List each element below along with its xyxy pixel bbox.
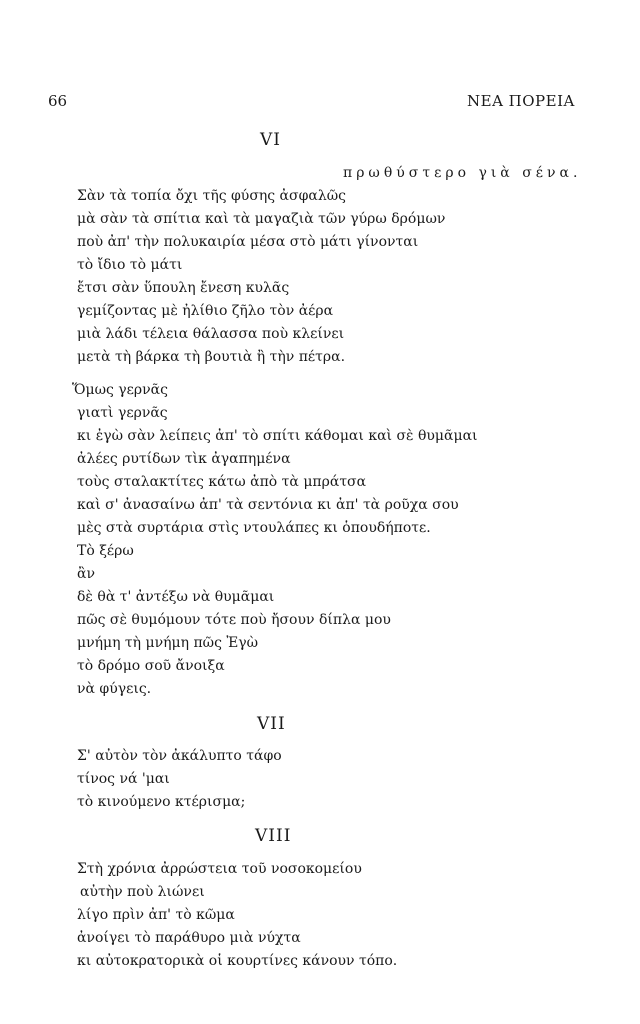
poem-line: καὶ σ' ἀνασαίνω ἀπ' τὰ σεντόνια κι ἀπ' τὰ ροῦχα σου (77, 497, 459, 513)
poem-line: Σ' αὐτὸν τὸν ἀκάλυπτο τάφο (77, 748, 282, 764)
section-numeral-vii: VII (257, 714, 286, 734)
poem-line: αὐτὴν ποὺ λιώνει (80, 884, 205, 900)
poem-line: λίγο πρὶν ἀπ' τὸ κῶμα (77, 907, 235, 923)
poem-line: μὰ σὰν τὰ σπίτια καὶ τὰ μαγαζιὰ τῶν γύρω δρόμων (77, 211, 446, 227)
stanza-viii-1 (77, 858, 397, 973)
poem-line: Στὴ χρόνια ἀρρώστεια τοῦ νοσοκομείου (77, 861, 362, 877)
poem-line: ἀνοίγει τὸ παράθυρο μιὰ νύχτα (77, 930, 301, 946)
poem-line: τίνος νά 'μαι (77, 771, 170, 787)
poem-line: Ὅμως γερνᾶς (72, 382, 168, 398)
poem-line: ἔτσι σὰν ὕπουλη ἔνεση κυλᾶς (77, 280, 290, 296)
poem-line: πῶς σὲ θυμόμουν τότε ποὺ ἤσουν δίπλα μου (77, 612, 391, 628)
poem-line: ἂν (77, 566, 95, 582)
stanza-vi-2 (72, 379, 478, 655)
poem-line: νὰ φύγεις. (77, 681, 152, 697)
poem-line: μὲς στὰ συρτάρια στὶς ντουλάπες κι ὁπουδήποτε. (77, 520, 431, 536)
poem-line: τὸ ἴδιο τὸ μάτι (77, 257, 183, 273)
stanza-vi-3 (77, 655, 225, 701)
poem-line: τοὺς σταλακτίτες κάτω ἀπὸ τὰ μπράτσα (77, 474, 367, 490)
poem-line: μνήμη τὴ μνήμη πῶς Ἐγὼ (77, 635, 259, 651)
section-numeral-viii: VIII (255, 826, 292, 846)
poem-line: γεμίζοντας μὲ ἠλίθιο ζῆλο τὸν ἀέρα (77, 303, 334, 319)
page-number: 66 (48, 92, 68, 110)
running-head-title: ΝΕΑ ΠΟΡΕΙΑ (467, 92, 575, 110)
poem-line: μετὰ τὴ βάρκα τὴ βουτιὰ ἢ τὴν πέτρα. (77, 349, 346, 365)
poem-line: ἀλέες ρυτίδων τὶκ ἀγαπημένα (77, 451, 291, 467)
dedication-line: πρωθύστερο γιὰ σένα. (343, 165, 582, 181)
section-numeral-vi: VI (260, 130, 281, 150)
poem-line: ποὺ ἀπ' τὴν πολυκαιρία μέσα στὸ μάτι γίνονται (77, 234, 419, 250)
poem-line: Τὸ ξέρω (77, 543, 134, 559)
stanza-vii-1 (77, 745, 282, 814)
poem-line: δὲ θὰ τ' ἀντέξω νὰ θυμᾶμαι (77, 589, 275, 605)
poem-line: μιὰ λάδι τέλεια θάλασσα ποὺ κλείνει (77, 326, 345, 342)
poem-line: Σὰν τὰ τοπία ὄχι τῆς φύσης ἀσφαλῶς (77, 188, 346, 204)
poem-line: γιατὶ γερνᾶς (77, 405, 168, 421)
stanza-vi-1 (77, 185, 445, 369)
poem-line: κι αὐτοκρατορικὰ οἱ κουρτίνες κάνουν τόπο. (77, 953, 398, 969)
poem-line: τὸ κινούμενο κτέρισμα; (77, 794, 246, 810)
poem-line: κι ἐγὼ σὰν λείπεις ἀπ' τὸ σπίτι κάθομαι καὶ σὲ θυμᾶμαι (77, 428, 478, 444)
poem-line: τὸ δρόμο σοῦ ἄνοιξα (77, 658, 225, 674)
